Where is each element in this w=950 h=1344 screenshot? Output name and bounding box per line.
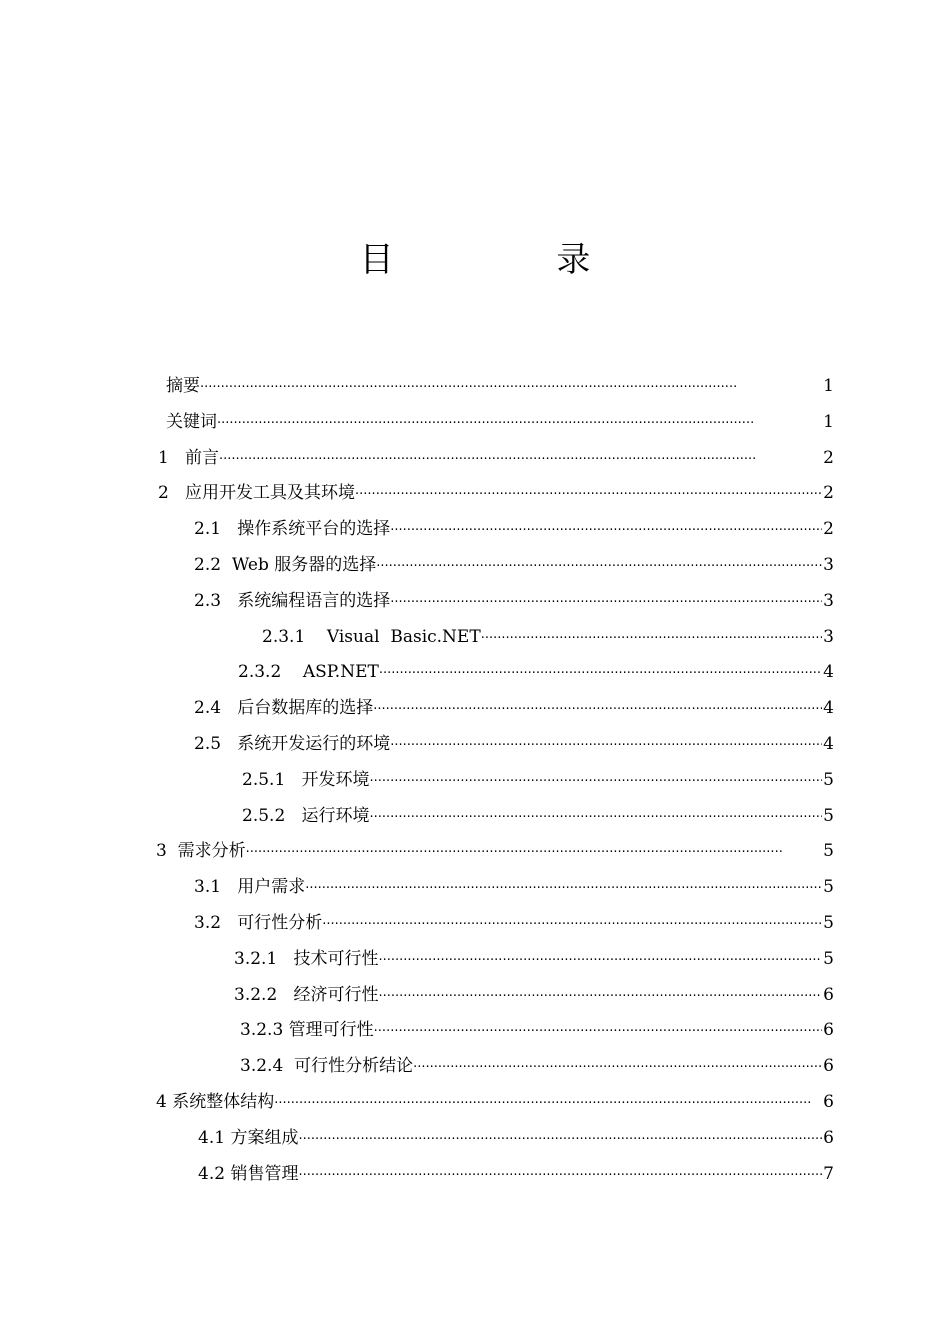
dot-leader: [374, 1014, 822, 1050]
toc-entry[interactable]: [0, 655, 950, 691]
table-of-contents: [0, 369, 950, 1192]
toc-entry-label: 3.2 可行性分析: [194, 912, 323, 933]
toc-entry-page: 2: [823, 447, 834, 468]
toc-entry[interactable]: [0, 476, 950, 512]
dot-leader: [217, 406, 822, 442]
toc-entry-page: 6: [823, 1091, 834, 1112]
toc-entry-page: 7: [823, 1163, 834, 1184]
dot-leader: [200, 370, 822, 406]
dot-leader: [373, 692, 822, 728]
dot-leader: [219, 442, 822, 478]
dot-leader: [369, 800, 822, 836]
toc-entry[interactable]: [0, 799, 950, 835]
toc-entry-page: 6: [823, 1127, 834, 1148]
toc-entry-label: 3.2.3 管理可行性: [240, 1020, 374, 1041]
dot-leader: [378, 979, 822, 1015]
toc-entry[interactable]: [0, 1121, 950, 1157]
dot-leader: [378, 943, 822, 979]
toc-entry-page: 6: [823, 984, 834, 1005]
toc-entry[interactable]: [0, 405, 950, 441]
toc-entry-label: 3 需求分析: [156, 841, 246, 862]
toc-entry[interactable]: [0, 512, 950, 548]
toc-entry-page: 3: [823, 590, 834, 611]
toc-entry-label: 2.1 操作系统平台的选择: [194, 519, 391, 540]
dot-leader: [481, 621, 822, 657]
toc-entry-label: 1 前言: [158, 447, 220, 468]
toc-entry[interactable]: [0, 1049, 950, 1085]
toc-entry[interactable]: [0, 691, 950, 727]
toc-entry-page: 3: [823, 626, 834, 647]
toc-entry-label: 2.4 后台数据库的选择: [194, 698, 374, 719]
toc-entry[interactable]: [0, 870, 950, 906]
toc-entry[interactable]: [0, 942, 950, 978]
dot-leader: [305, 871, 822, 907]
toc-entry-label: 4 系统整体结构: [156, 1091, 275, 1112]
dot-leader: [379, 656, 822, 692]
toc-entry-page: 6: [823, 1056, 834, 1077]
dot-leader: [355, 477, 822, 513]
dot-leader: [413, 1050, 822, 1086]
toc-entry-label: 3.2.4 可行性分析结论: [240, 1056, 414, 1077]
toc-entry-page: 1: [823, 376, 834, 396]
toc-entry[interactable]: [0, 548, 950, 584]
toc-entry-page: 5: [823, 805, 834, 826]
toc-entry[interactable]: [0, 369, 950, 405]
toc-entry[interactable]: [0, 1157, 950, 1193]
toc-entry[interactable]: [0, 1013, 950, 1049]
dot-leader: [274, 1086, 822, 1122]
toc-entry-page: 2: [823, 483, 834, 504]
toc-entry-label: 4.1 方案组成: [198, 1127, 299, 1148]
dot-leader: [369, 764, 822, 800]
toc-entry[interactable]: [0, 584, 950, 620]
toc-entry[interactable]: [0, 441, 950, 477]
toc-entry-label: 摘要: [166, 376, 200, 396]
dot-leader: [390, 513, 822, 549]
toc-entry[interactable]: [0, 620, 950, 656]
toc-entry-label: 2.5 系统开发运行的环境: [194, 733, 391, 754]
toc-entry-label: 3.1 用户需求: [194, 877, 306, 898]
toc-entry-label: 2.3.1 Visual Basic.NET: [262, 626, 481, 647]
toc-entry-label: 2.3 系统编程语言的选择: [194, 590, 391, 611]
toc-entry-page: 4: [823, 662, 834, 683]
toc-entry-label: 3.2.2 经济可行性: [234, 984, 379, 1005]
toc-entry[interactable]: [0, 1085, 950, 1121]
toc-entry[interactable]: [0, 978, 950, 1014]
toc-entry-label: 2.5.1 开发环境: [242, 769, 370, 790]
toc-entry[interactable]: [0, 763, 950, 799]
toc-entry[interactable]: [0, 834, 950, 870]
toc-entry-label: 2.3.2 ASP.NET: [238, 662, 379, 683]
dot-leader: [298, 1158, 822, 1194]
toc-entry-label: 关键词: [166, 411, 217, 432]
dot-leader: [390, 728, 822, 764]
toc-entry-page: 3: [823, 554, 834, 575]
toc-entry[interactable]: [0, 906, 950, 942]
toc-entry-label: 3.2.1 技术可行性: [234, 948, 379, 969]
toc-entry-label: 2.5.2 运行环境: [242, 805, 370, 826]
toc-entry-page: 6: [823, 1020, 834, 1041]
toc-entry-page: 5: [823, 841, 834, 862]
toc-entry-page: 2: [823, 519, 834, 540]
toc-entry-page: 5: [823, 948, 834, 969]
toc-entry-page: 4: [823, 733, 834, 754]
toc-entry-page: 1: [823, 411, 834, 432]
toc-entry-page: 5: [823, 912, 834, 933]
toc-entry-label: 2.2 Web 服务器的选择: [194, 554, 377, 575]
dot-leader: [322, 907, 822, 943]
dot-leader: [390, 585, 822, 621]
toc-entry-label: 2 应用开发工具及其环境: [158, 483, 356, 504]
toc-entry-page: 4: [823, 698, 834, 719]
page-title: 目 录: [359, 240, 667, 280]
toc-entry-label: 4.2 销售管理: [198, 1163, 299, 1184]
dot-leader: [246, 835, 822, 871]
toc-entry-page: 5: [823, 769, 834, 790]
toc-entry-page: 5: [823, 877, 834, 898]
toc-entry[interactable]: [0, 727, 950, 763]
dot-leader: [376, 549, 822, 585]
dot-leader: [298, 1122, 822, 1158]
